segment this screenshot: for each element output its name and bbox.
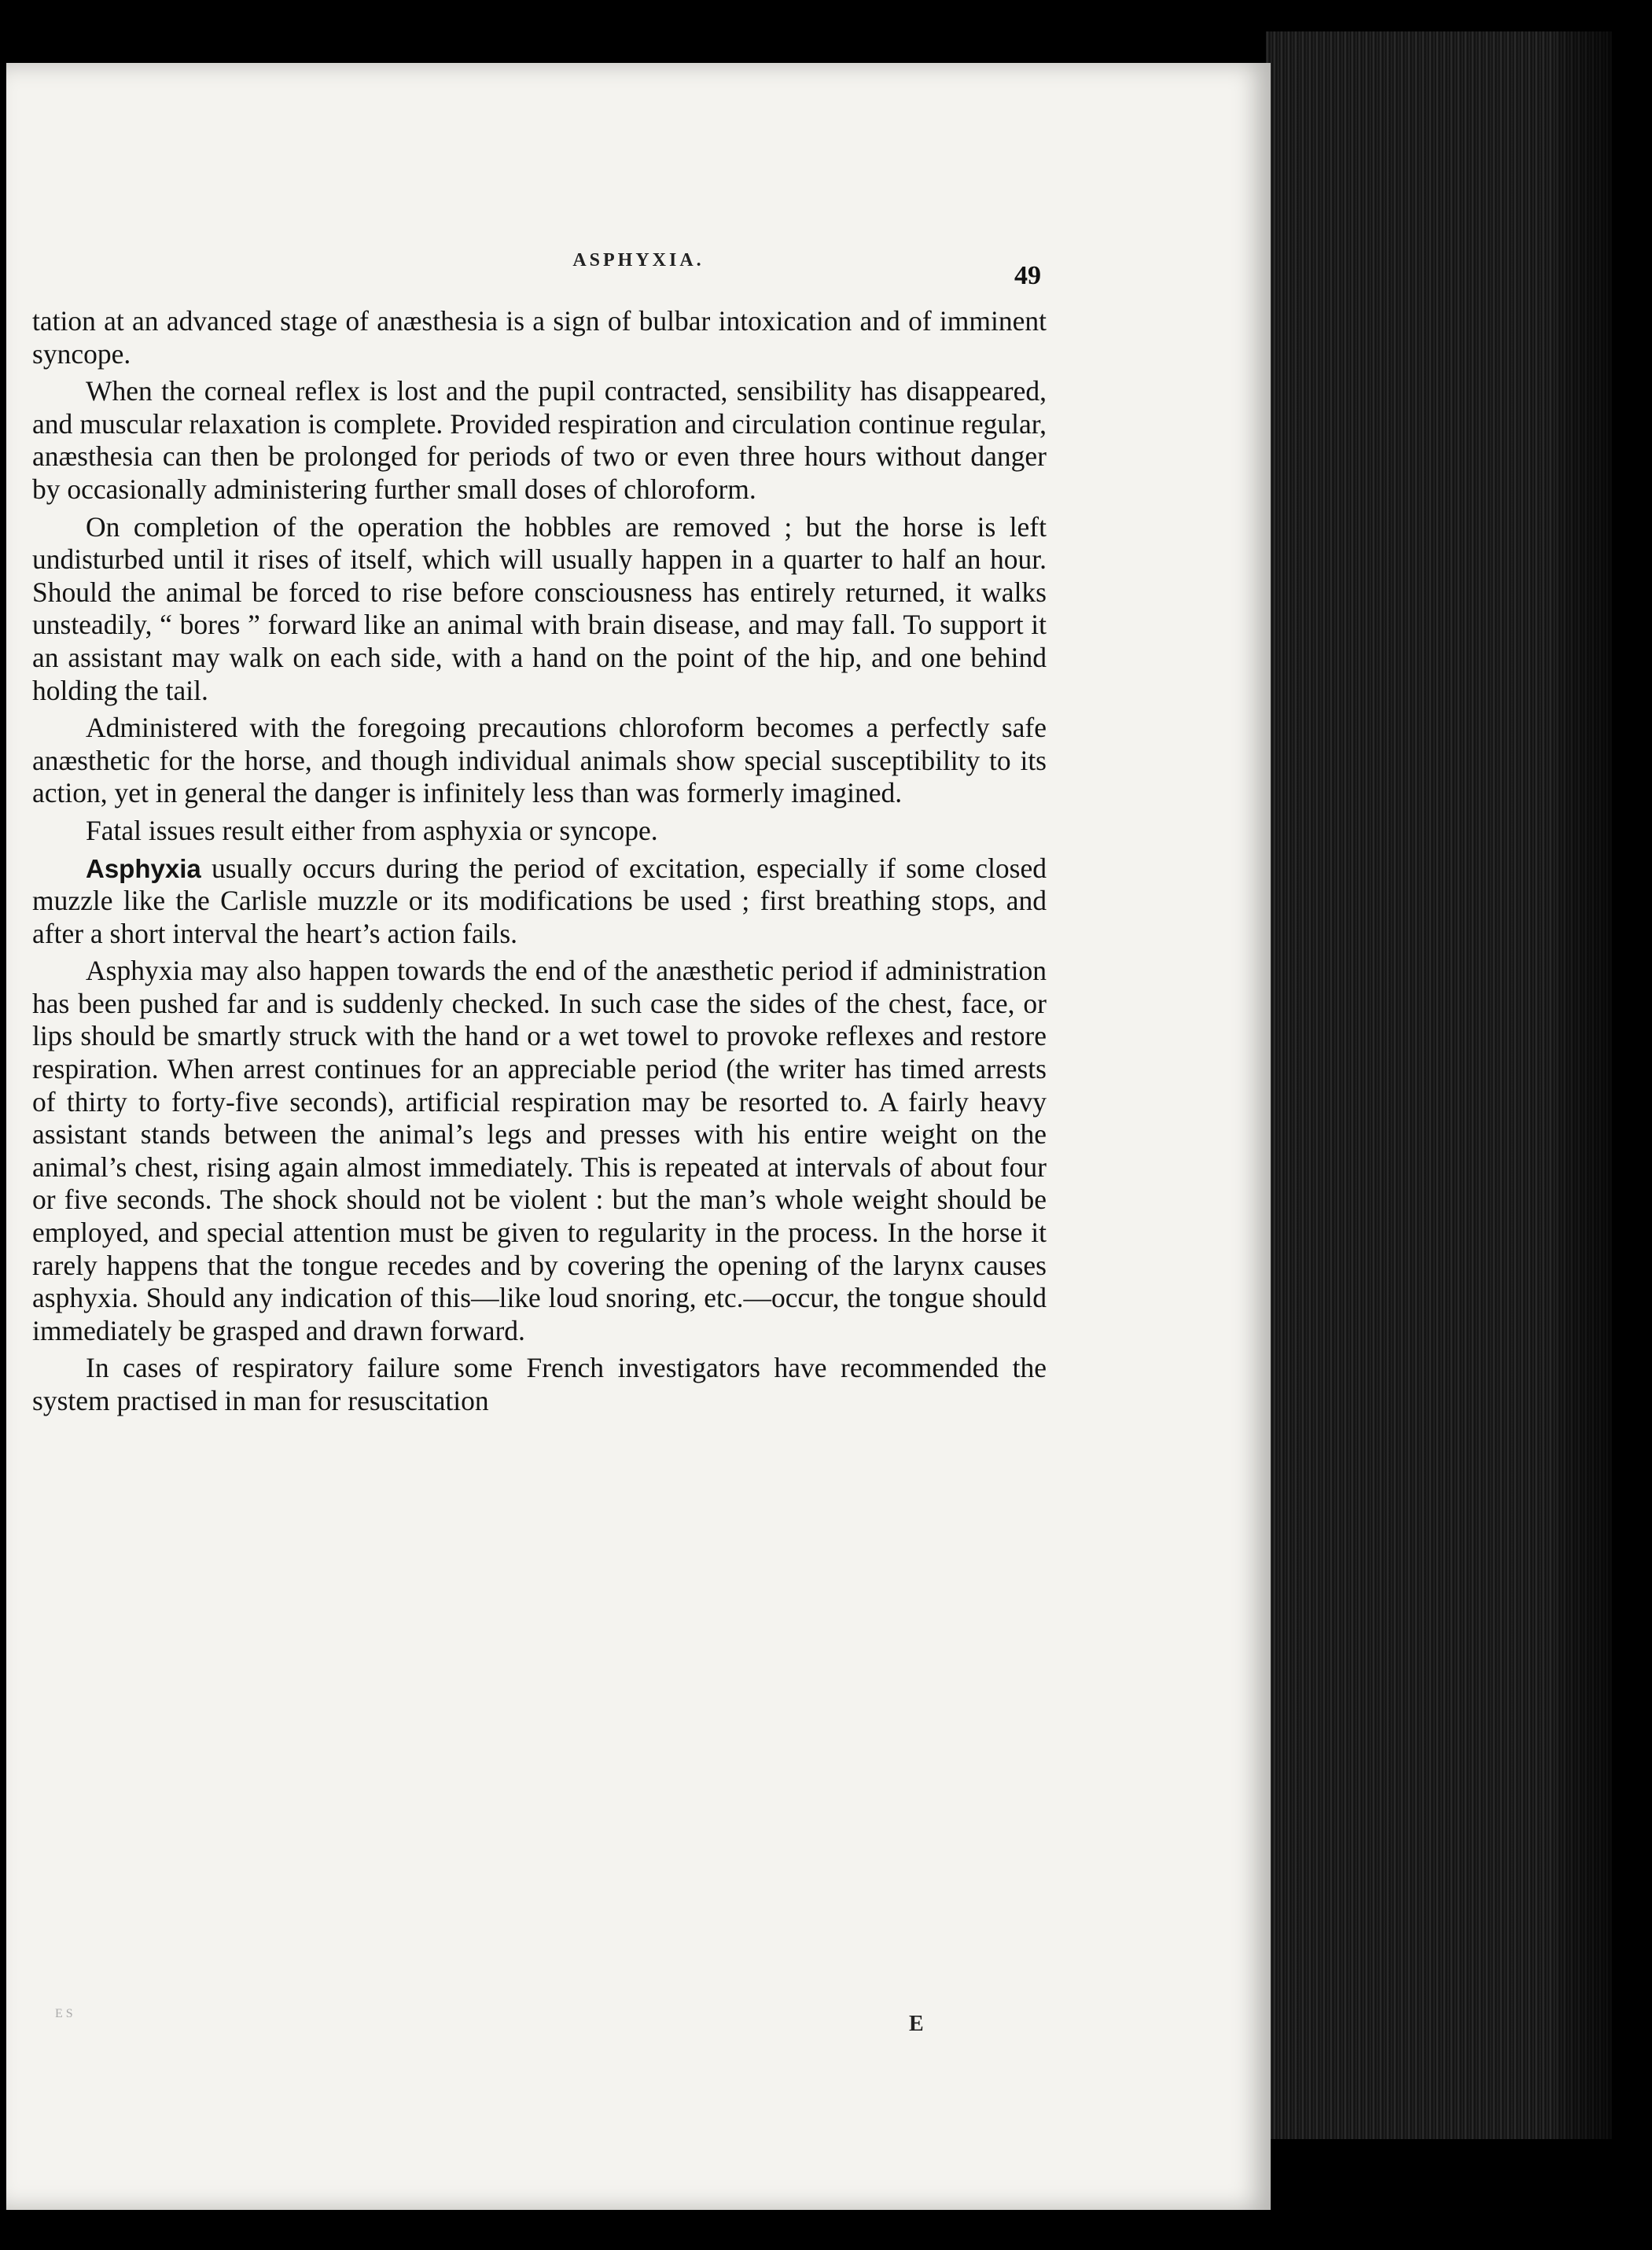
- body-text: [32, 305, 1047, 1423]
- paragraph-asphyxia: [32, 852, 1047, 956]
- paragraph-corneal-reflex: When the corneal reflex is lost and the pupil contracted, sensibility has disappeared, and muscular relaxation is complete. Provided respiration and circulation continue regular, anæsthesia can then be prolonged for periods of two or even three hours without danger by occasionally administering further small doses of chloroform.: [32, 375, 1047, 505]
- paragraph-completion: On completion of the operation the hobbles are removed ; but the horse is left undisturbed until it rises of itself, which will usually happen in a quarter to half an hour. Should the animal be forced to rise before consciousness has entirely returned, it walks unsteadily, “ bores ” forward like an animal with brain disease, and may fall. To support it an assistant may walk on each side, with a hand on the point of the hip, and one behind holding the tail.: [32, 510, 1047, 706]
- paragraph-asphyxia-end: Asphyxia may also happen towards the end of the anæsthetic period if administration has been pushed far and is suddenly checked. In such case the sides of the chest, face, or lips should be smartly struck with the hand or a wet towel to provoke reflexes and restore respiration. When arrest continues for an appreciable period (the writer has timed arrests of thirty to forty-five seconds), artificial respiration may be resorted to. A fairly heavy assistant stands between the animal’s legs and presses with his entire weight on the animal’s chest, rising again almost immediately. This is repeated at intervals of about four or five seconds. The shock should not be violent : but the man’s whole weight should be employed, and special attention must be given to regularity in the process. In the horse it rarely happens that the tongue recedes and by covering the opening of the larynx causes asphyxia. Should any indication of this—like loud snoring, etc.—occur, the tongue should immediately be grasped and drawn forward.: [32, 955, 1047, 1346]
- book-edge-shadow: [1557, 31, 1651, 2139]
- asphyxia-heading: Asphyxia: [86, 853, 201, 883]
- paragraph-respiratory-failure: In cases of respiratory failure some French investigators have recommended the system practised in man for resuscitation: [32, 1352, 1047, 1416]
- paragraph-fatal-issues: Fatal issues result either from asphyxia or syncope.: [86, 814, 658, 846]
- page-number: 49: [1014, 261, 1041, 290]
- margin-mark: E S: [55, 2007, 73, 2020]
- paragraph-administered: Administered with the foregoing precautions chloroform becomes a perfectly safe anæsthetic for the horse, and though individual animals show special susceptibility to its action, yet in general the danger is infinitely less than was formerly imagined.: [32, 712, 1047, 809]
- running-head: ASPHYXIA.: [572, 250, 705, 271]
- paragraph-continued: tation at an advanced stage of anæsthesia is a sign of bulbar intoxication and of imminent syncope.: [32, 305, 1047, 370]
- book-page: [6, 63, 1271, 2210]
- asphyxia-text: usually occurs during the period of excitation, especially if some closed muzzle like the Carlisle muzzle or its modifications be used ; first breathing stops, and after a short interval the heart’s action fails.: [32, 852, 1047, 949]
- signature-mark: E: [909, 2012, 924, 2036]
